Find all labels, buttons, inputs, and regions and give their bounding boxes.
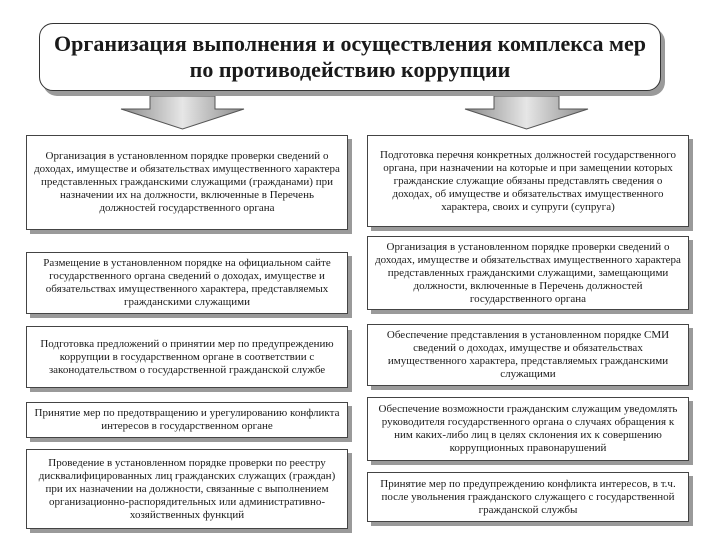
left-box-2 (26, 252, 348, 314)
diagram-title (39, 23, 661, 91)
left-box-1 (26, 135, 348, 230)
right-box-2-text: Организация в установленном порядке проверки сведений о доходах, имуществе и обязательствах имущественного характера представленных гражданскими служащими, замещающими должности, включенные в Перечень должностей государственного органа (375, 240, 681, 305)
right-box-4-text: Обеспечение возможности гражданским служащим уведомлять руководителя государственного органа о случаях обращения к ним каких-либо лиц в целях склонения их к совершению коррупционных правонарушений (378, 403, 678, 454)
left-box-4-text: Принятие мер по предотвращению и урегулированию конфликта интересов в государственном органе (34, 407, 340, 432)
right-box-1 (367, 135, 689, 227)
right-box-3 (367, 324, 689, 386)
left-box-3-text: Подготовка предложений о принятии мер по предупреждению коррупции в государственном органе в соответствии с законодательством о государственной гражданской службе (40, 337, 334, 376)
left-box-3 (26, 326, 348, 388)
down-arrow-left-icon (120, 96, 245, 130)
right-box-2 (367, 236, 689, 310)
right-box-1-text: Подготовка перечня конкретных должностей государственного органа, при назначении на которые и при замещении которых гражданские служащие обязаны представлять сведения о доходах, об имуществе и обязательствах имущественного характера, своих и супруги (супруга) (380, 148, 676, 213)
diagram-title-text: Организация выполнения и осуществления комплекса мер по противодействию коррупции (54, 31, 646, 82)
left-box-4 (26, 402, 348, 438)
right-box-3-text: Обеспечение представления в установленном порядке СМИ сведений о доходах, имуществе и обязательствах имущественного характера, представляемых гражданскими служащими (386, 329, 670, 380)
left-box-2-text: Размещение в установленном порядке на официальном сайте государственного органа сведений о доходах, имуществе и обязательствах имущественного характера, представляемых гражданскими служащими (43, 257, 331, 308)
right-box-4 (367, 397, 689, 461)
right-box-5 (367, 472, 689, 522)
left-box-5 (26, 449, 348, 529)
left-box-5-text: Проведение в установленном порядке проверки по реестру дисквалифицированных лиц гражданских служащих (граждан) при их назначении на должности, связанные с выполнением организационно-распорядительных или административно-хозяйственных функций (38, 456, 336, 521)
right-box-5-text: Принятие мер по предупреждению конфликта интересов, в т.ч. после увольнения гражданского служащего с государственной гражданской службы (380, 477, 676, 516)
down-arrow-right-icon (464, 96, 589, 130)
left-box-1-text: Организация в установленном порядке проверки сведений о доходах, имуществе и обязательствах имущественного характера представленных гражданскими служащими (гражданами) при назначении их на должности, включенные в Перечень должностей государственного органа (34, 150, 340, 214)
